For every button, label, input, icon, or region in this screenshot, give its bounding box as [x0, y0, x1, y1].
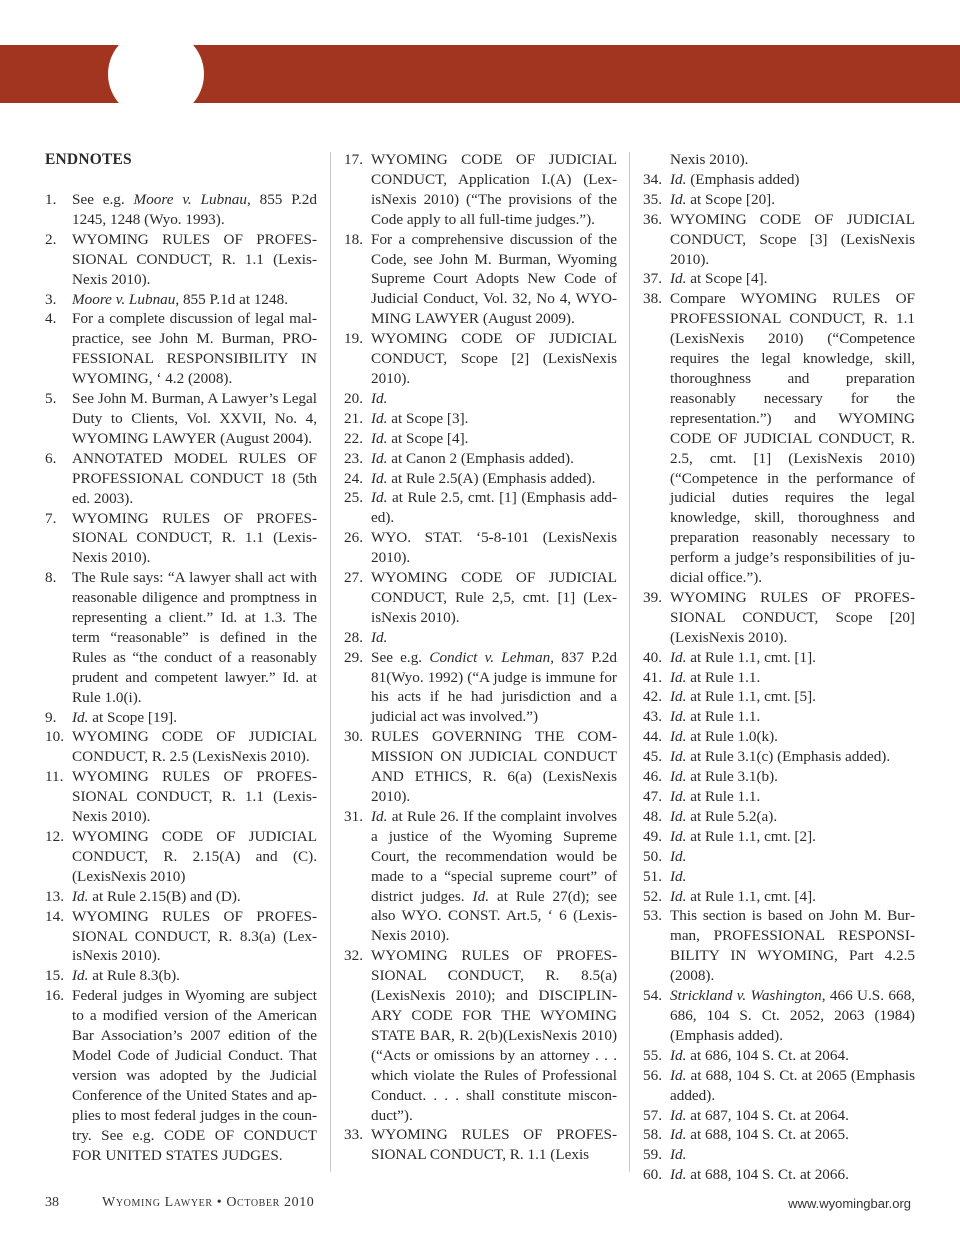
column-divider — [330, 152, 331, 1172]
endnote-number: 6. — [45, 449, 57, 467]
endnote-text: Id. at Scope [4]. — [670, 270, 768, 288]
endnote-number: 15. — [45, 967, 64, 985]
endnote-item — [45, 887, 317, 907]
endnote-number: 1. — [45, 191, 57, 208]
endnote-item — [344, 648, 617, 728]
endnote-text: Federal judges in Wyoming are subject to a modified version of the American Bar Association’s 2007 edition of the Model Code of Judicial Conduct. That version was adopted by the Judicial Conference of the United States and applies to most federal judges in the country. See e.g. CODE OF CONDUCT FOR UNITED STATES JUDGES. — [72, 987, 317, 1164]
endnote-item — [643, 687, 915, 707]
endnote-item — [643, 190, 915, 210]
endnote-number: 44. — [643, 728, 662, 746]
endnote-text: Id. — [371, 628, 388, 646]
endnote-number: 14. — [45, 907, 64, 925]
endnote-item — [45, 767, 317, 827]
endnote-item — [344, 628, 617, 648]
endnote-item — [344, 329, 617, 389]
endnote-item — [643, 588, 915, 648]
endnote-text: Id. at 688, 104 S. Ct. at 2065. — [670, 1126, 849, 1144]
endnote-item — [45, 568, 317, 707]
endnote-text: Id. — [371, 389, 388, 407]
endnote-text: See e.g. Condict v. Lehman, 837 P.2d 81(Wyo. 1992) (“A judge is immune for his acts if he had jurisdiction and a judicial act was involved.”) — [371, 648, 617, 726]
endnote-item — [643, 707, 915, 727]
endnote-number: 19. — [344, 330, 363, 348]
endnote-item — [643, 1066, 915, 1106]
endnote-number: 4. — [45, 310, 57, 328]
publication-name: Wyoming Lawyer • October 2010 — [102, 1195, 315, 1210]
endnote-number: 30. — [344, 728, 363, 746]
endnote-number: 2. — [45, 230, 57, 248]
endnote-text: Id. at Rule 3.1(c) (Emphasis added). — [670, 748, 891, 766]
endnote-number: 17. — [344, 151, 363, 168]
endnotes-column-3 — [643, 150, 915, 1185]
header-band-notch — [108, 30, 204, 118]
endnote-number: 20. — [344, 389, 363, 407]
column-divider — [629, 152, 630, 1172]
endnote-item — [643, 906, 915, 986]
endnote-number: 55. — [643, 1046, 662, 1064]
endnote-item — [45, 230, 317, 290]
endnote-item — [643, 1046, 915, 1066]
endnote-item — [643, 668, 915, 688]
endnote-text: WYOMING CODE OF JUDICIAL CONDUCT, Application I.(A) (LexisNexis 2010) (“The provisions of the Code apply to all full-time judges.”). — [371, 151, 617, 228]
endnote-text: Id. at 686, 104 S. Ct. at 2064. — [670, 1046, 849, 1064]
endnote-text: Moore v. Lubnau, 855 P.1d at 1248. — [72, 290, 289, 308]
endnote-item — [45, 449, 317, 509]
endnote-text: Id. — [670, 867, 687, 885]
endnote-text: Id. at Rule 2.5, cmt. [1] (Emphasis added). — [371, 489, 617, 527]
endnote-item — [45, 727, 317, 767]
endnote-number: 39. — [643, 588, 662, 606]
endnote-number: 53. — [643, 907, 662, 925]
endnote-item — [344, 469, 617, 489]
endnote-text: For a complete discussion of legal malpractice, see John M. Burman, PROFESSIONAL RESPONSIBILITY IN WYOMING, ‘ 4.2 (2008). — [72, 310, 317, 388]
endnote-text: Id. at Rule 2.5(A) (Emphasis added). — [371, 469, 596, 487]
endnote-text: Id. at Rule 1.1, cmt. [5]. — [670, 688, 816, 706]
endnote-number: 23. — [344, 449, 363, 467]
endnote-item — [344, 389, 617, 409]
endnote-number: 47. — [643, 788, 662, 805]
endnote-number: 34. — [643, 170, 662, 188]
endnote-item — [643, 1165, 915, 1185]
endnote-item — [643, 648, 915, 668]
endnote-text: WYOMING RULES OF PROFESSIONAL CONDUCT, R. 1.1 (LexisNexis 2010). — [72, 768, 317, 826]
endnote-number: 25. — [344, 489, 363, 507]
endnote-number: 43. — [643, 708, 662, 726]
endnote-item — [643, 767, 915, 787]
endnote-item — [643, 867, 915, 887]
endnote-text: Id. at Scope [20]. — [670, 190, 776, 208]
endnote-text: WYO. STAT. ‘5-8-101 (LexisNexis 2010). — [371, 529, 617, 567]
endnote-item — [643, 170, 915, 190]
endnote-text: Id. at 688, 104 S. Ct. at 2066. — [670, 1166, 849, 1184]
endnote-text: Id. at Rule 1.1. — [670, 788, 761, 805]
endnote-text: Id. at Rule 3.1(b). — [670, 768, 778, 786]
endnote-text: Id. at Rule 1.1, cmt. [2]. — [670, 827, 816, 845]
endnote-item — [643, 150, 915, 170]
endnote-number: 37. — [643, 270, 662, 288]
endnote-text: WYOMING RULES OF PROFESSIONAL CONDUCT, R. 8.5(a) (LexisNexis 2010); and DISCIPLINARY CODE FOR THE WYOMING STATE BAR, R. 2(b)(LexisNexis 2010) (“Acts or omissions by an attorney . . . which violate the Rules of Professional Conduct. . . . shall constitute misconduct”). — [371, 947, 617, 1124]
endnote-number: 60. — [643, 1166, 662, 1184]
endnote-text: Id. at Scope [3]. — [371, 409, 469, 427]
endnote-number: 8. — [45, 569, 57, 587]
endnote-text: WYOMING RULES OF PROFESSIONAL CONDUCT, R. 1.1 (LexisNexis 2010). — [72, 509, 317, 567]
endnote-item — [643, 1125, 915, 1145]
endnote-item — [344, 230, 617, 330]
endnote-number: 42. — [643, 688, 662, 706]
endnote-text: Id. — [670, 1146, 687, 1164]
endnote-text: WYOMING RULES OF PROFESSIONAL CONDUCT, R. 1.1 (LexisNexis 2010). — [72, 230, 317, 288]
endnote-item — [643, 727, 915, 747]
endnote-item — [344, 150, 617, 230]
endnote-number: 12. — [45, 828, 64, 845]
endnote-list-1 — [45, 190, 317, 1165]
endnote-item — [643, 787, 915, 807]
endnote-text: See e.g. Moore v. Lubnau, 855 P.2d 1245, 1248 (Wyo. 1993). — [72, 191, 317, 228]
endnote-item — [643, 1145, 915, 1165]
endnote-number: 10. — [45, 728, 64, 746]
endnote-number: 36. — [643, 210, 662, 228]
endnote-text: WYOMING CODE OF JUDICIAL CONDUCT, R. 2.5 (LexisNexis 2010). — [72, 728, 317, 766]
endnote-number: 27. — [344, 569, 363, 587]
endnote-number: 28. — [344, 628, 363, 646]
endnote-text: See John M. Burman, A Lawyer’s Legal Duty to Clients, Vol. XXVII, No. 4, WYOMING LAWYER (August 2004). — [72, 390, 317, 447]
endnote-item — [643, 1106, 915, 1126]
endnote-item — [45, 708, 317, 728]
endnote-text: Id. at Rule 8.3(b). — [72, 967, 180, 985]
endnote-number: 33. — [344, 1126, 363, 1144]
endnote-number: 29. — [344, 648, 363, 666]
endnote-text: ANNOTATED MODEL RULES OF PROFESSIONAL CONDUCT 18 (5th ed. 2003). — [72, 449, 317, 507]
endnote-item — [643, 210, 915, 270]
endnote-list-2 — [344, 150, 617, 1165]
endnote-number: 9. — [45, 708, 57, 726]
endnote-text: WYOMING CODE OF JUDICIAL CONDUCT, R. 2.15(A) and (C). (LexisNexis 2010) — [72, 828, 317, 885]
endnote-item — [45, 190, 317, 230]
endnotes-heading: ENDNOTES — [45, 151, 132, 168]
endnote-item — [344, 488, 617, 528]
endnote-number: 56. — [643, 1066, 662, 1084]
endnote-number: 38. — [643, 290, 662, 308]
endnote-item — [344, 568, 617, 628]
endnote-list-3 — [643, 150, 915, 1185]
endnote-text: Id. at Rule 2.15(B) and (D). — [72, 887, 241, 905]
endnote-text: RULES GOVERNING THE COMMISSION ON JUDICIAL CONDUCT AND ETHICS, R. 6(a) (LexisNexis 2010). — [371, 728, 617, 805]
endnote-item — [344, 429, 617, 449]
endnote-item — [45, 827, 317, 887]
endnote-item — [344, 409, 617, 429]
endnote-text: Id. at Rule 26. If the complaint involves a justice of the Wyoming Supreme Court, the recommendation would be made to a “special supreme court” of district judges. Id. at Rule 27(d); see also WYO. CONST. Art.5, ‘ 6 (LexisNexis 2010). — [371, 807, 617, 945]
endnote-item — [344, 807, 617, 946]
endnote-number: 24. — [344, 469, 363, 487]
endnote-item — [643, 269, 915, 289]
endnote-item — [643, 289, 915, 588]
endnote-text: WYOMING CODE OF JUDICIAL CONDUCT, Scope [3] (LexisNexis 2010). — [670, 210, 915, 268]
endnote-number: 32. — [344, 947, 363, 965]
endnote-item — [344, 727, 617, 807]
endnotes-column-1 — [45, 150, 317, 1165]
endnote-number: 41. — [643, 668, 662, 686]
endnote-number: 16. — [45, 987, 64, 1005]
endnote-item — [45, 986, 317, 1165]
endnote-number: 11. — [45, 768, 64, 786]
endnote-number: 50. — [643, 847, 662, 865]
endnote-number: 49. — [643, 827, 662, 845]
endnote-item — [643, 887, 915, 907]
endnote-text: Id. at 687, 104 S. Ct. at 2064. — [670, 1106, 849, 1124]
endnote-number: 21. — [344, 409, 363, 427]
endnote-number: 58. — [643, 1126, 662, 1144]
endnote-text: Id. at Rule 5.2(a). — [670, 807, 778, 825]
endnote-number: 57. — [643, 1106, 662, 1124]
endnote-text: WYOMING RULES OF PROFESSIONAL CONDUCT, Scope [20] (LexisNexis 2010). — [670, 588, 915, 646]
endnote-number: 35. — [643, 190, 662, 208]
endnote-item — [344, 449, 617, 469]
endnote-item — [643, 747, 915, 767]
endnote-item — [45, 907, 317, 967]
endnote-text: Strickland v. Washington, 466 U.S. 668, 686, 104 S. Ct. 2052, 2063 (1984) (Emphasis added). — [670, 987, 915, 1044]
endnote-number: 40. — [643, 648, 662, 666]
endnote-text: WYOMING RULES OF PROFESSIONAL CONDUCT, R. 8.3(a) (LexisNexis 2010). — [72, 907, 317, 965]
endnote-item — [45, 966, 317, 986]
endnote-item — [344, 528, 617, 568]
endnote-text: This section is based on John M. Burman, PROFESSIONAL RESPONSIBILITY IN WYOMING, Part 4.2.5 (2008). — [670, 907, 915, 985]
endnote-number: 7. — [45, 509, 57, 527]
endnote-text: WYOMING CODE OF JUDICIAL CONDUCT, Scope [2] (LexisNexis 2010). — [371, 330, 617, 387]
endnote-text: Id. at Rule 1.1. — [670, 668, 761, 686]
endnote-number: 48. — [643, 807, 662, 825]
page-number: 38 — [45, 1195, 59, 1210]
endnote-number: 5. — [45, 390, 57, 408]
endnote-item — [45, 509, 317, 569]
endnote-text: Id. at 688, 104 S. Ct. at 2065 (Emphasis added). — [670, 1066, 915, 1104]
endnote-item — [643, 827, 915, 847]
endnote-text: Id. at Rule 1.1, cmt. [4]. — [670, 887, 816, 905]
endnote-number: 31. — [344, 807, 363, 825]
endnote-text: WYOMING RULES OF PROFESSIONAL CONDUCT, R. 1.1 (Lexis — [371, 1126, 617, 1164]
endnote-text: Nexis 2010). — [670, 151, 749, 168]
website-url: www.wyomingbar.org — [788, 1196, 911, 1211]
endnote-item — [643, 986, 915, 1046]
endnote-text: Id. at Rule 1.0(k). — [670, 728, 778, 746]
endnotes-column-2 — [344, 150, 617, 1165]
endnote-number: 51. — [643, 867, 662, 885]
endnote-text: Id. — [670, 847, 687, 865]
endnote-text: Id. at Rule 1.1. — [670, 708, 761, 726]
endnote-number: 13. — [45, 887, 64, 905]
endnote-text: The Rule says: “A lawyer shall act with reasonable diligence and promptness in representing a client.” Id. at 1.3. The term “reasonable” is defined in the Rules as “the conduct of a reasonably prudent and competent lawyer.” Id. at Rule 1.0(i). — [72, 569, 317, 706]
endnote-text: Compare WYOMING RULES OF PROFESSIONAL CONDUCT, R. 1.1 (LexisNexis 2010) (“Competence requires the legal knowledge, skill, thoroughness and preparation reasonably necessary for the representation.”) and WYOMING CODE OF JUDICIAL CONDUCT, R. 2.5, cmt. [1] (LexisNexis 2010) (“Competence in the performance of judicial duties requires the legal knowledge, skill, thoroughness and preparation reasonably necessary to perform a judge’s responsibilities of judicial office.”). — [670, 290, 915, 587]
endnote-text: Id. at Scope [19]. — [72, 708, 178, 726]
endnote-text: Id. at Canon 2 (Emphasis added). — [371, 449, 574, 467]
endnote-number: 46. — [643, 768, 662, 786]
endnote-text: For a comprehensive discussion of the Code, see John M. Burman, Wyoming Supreme Court Adopts New Code of Judicial Conduct, Vol. 32, No 4, WYOMING LAWYER (August 2009). — [371, 230, 617, 328]
endnote-item — [45, 389, 317, 449]
endnote-number: 45. — [643, 748, 662, 766]
endnote-item — [643, 847, 915, 867]
endnote-item — [643, 807, 915, 827]
endnote-number: 59. — [643, 1146, 662, 1164]
endnote-item — [45, 290, 317, 310]
endnote-text: Id. at Rule 1.1, cmt. [1]. — [670, 648, 816, 666]
endnote-text: WYOMING CODE OF JUDICIAL CONDUCT, Rule 2,5, cmt. [1] (LexisNexis 2010). — [371, 569, 617, 626]
endnote-number: 22. — [344, 429, 363, 447]
endnote-item — [344, 1125, 617, 1165]
endnote-number: 52. — [643, 887, 662, 905]
endnote-text: Id. (Emphasis added) — [670, 170, 800, 188]
endnote-item — [45, 309, 317, 389]
endnote-number: 26. — [344, 529, 363, 547]
endnote-number: 54. — [643, 987, 662, 1005]
endnote-number: 3. — [45, 290, 57, 308]
endnote-text: Id. at Scope [4]. — [371, 429, 469, 447]
endnote-item — [344, 946, 617, 1125]
endnote-number: 18. — [344, 230, 363, 248]
